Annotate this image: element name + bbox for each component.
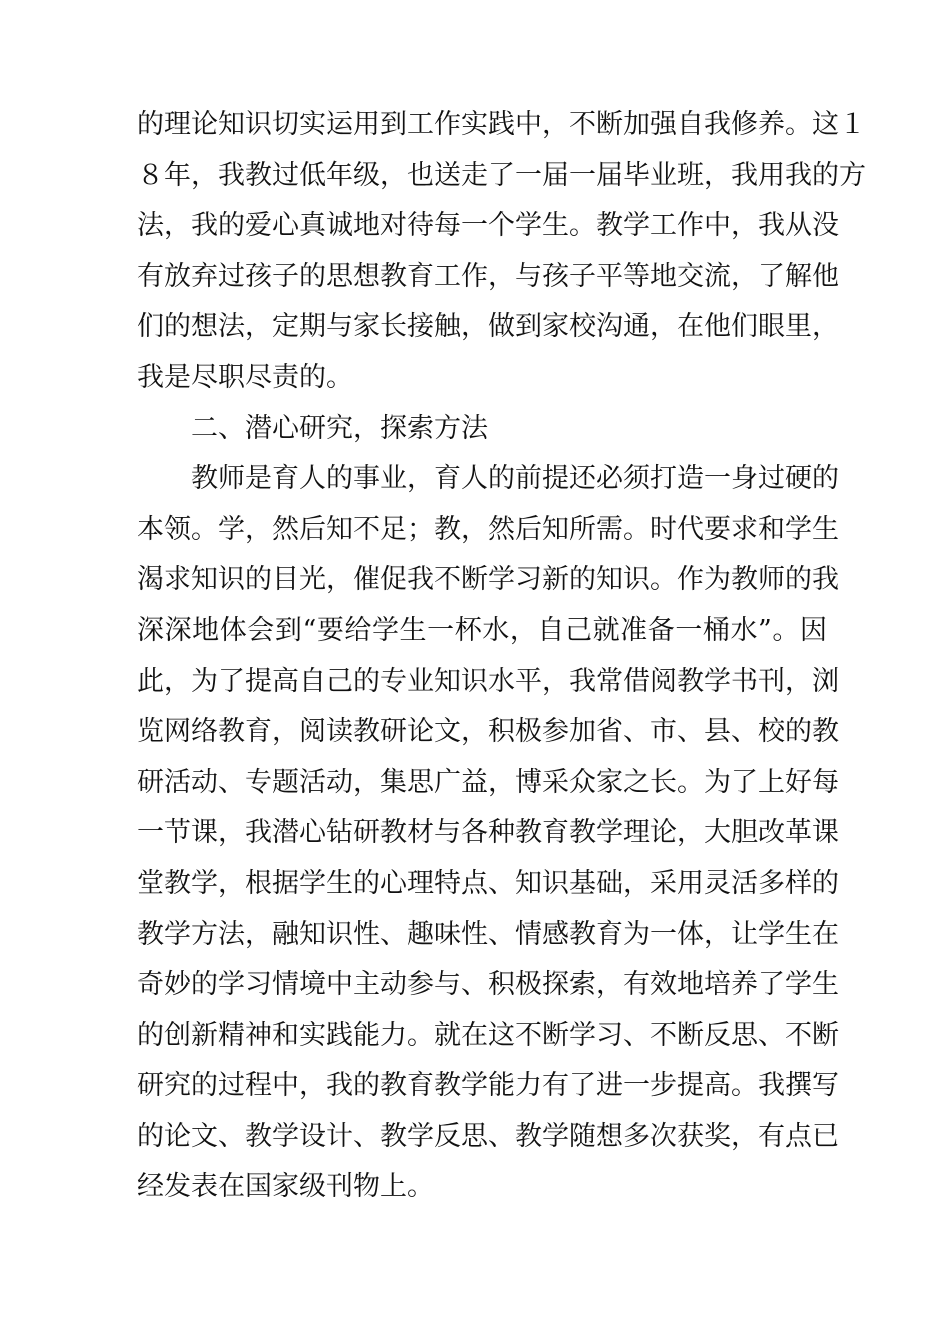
paragraph-3-line-13: 研究的过程中，我的教育教学能力有了进一步提高。我撰写 — [137, 1070, 839, 1102]
paragraph-3-line-2: 本领。学，然后知不足；教，然后知所需。时代要求和学生 — [137, 513, 839, 545]
paragraph-3-line-15: 经发表在国家级刊物上。 — [137, 1171, 434, 1203]
paragraph-3-line-4: 深深地体会到“要给学生一杯水，自己就准备一桶水”。因 — [137, 614, 827, 646]
paragraph-3-line-7: 研活动、专题活动，集思广益，博采众家之长。为了上好每 — [137, 766, 839, 798]
paragraph-3-line-5: 此，为了提高自己的专业知识水平，我常借阅教学书刊，浏 — [137, 665, 839, 697]
paragraph-3-line-9: 堂教学，根据学生的心理特点、知识基础，采用灵活多样的 — [137, 867, 839, 899]
paragraph-1-line-1: 的理论知识切实运用到工作实践中，不断加强自我修养。这１ — [137, 109, 866, 140]
paragraph-1-line-2: ８年，我教过低年级，也送走了一届一届毕业班，我用我的方 — [137, 159, 866, 191]
paragraph-3-line-3: 渴求知识的目光，催促我不断学习新的知识。作为教师的我 — [137, 564, 839, 596]
paragraph-3-line-1: 教师是育人的事业，育人的前提还必须打造一身过硬的 — [191, 463, 839, 495]
paragraph-3-line-12: 的创新精神和实践能力。就在这不断学习、不断反思、不断 — [137, 1019, 839, 1051]
paragraph-1-line-4: 有放弃过孩子的思想教育工作，与孩子平等地交流，了解他 — [137, 260, 839, 292]
paragraph-3-line-14: 的论文、教学设计、教学反思、教学随想多次获奖，有点已 — [137, 1120, 839, 1152]
paragraph-3-line-11: 奇妙的学习情境中主动参与、积极探索，有效地培养了学生 — [137, 969, 839, 1001]
paragraph-1-line-5: 们的想法，定期与家长接触，做到家校沟通，在他们眼里， — [137, 311, 839, 343]
paragraph-3-line-10: 教学方法，融知识性、趣味性、情感教育为一体，让学生在 — [137, 918, 839, 950]
paragraph-3-line-8: 一节课，我潜心钻研教材与各种教育教学理论，大胆改革课 — [137, 817, 839, 849]
paragraph-3-line-6: 览网络教育，阅读教研论文，积极参加省、市、县、校的教 — [137, 716, 839, 748]
paragraph-1-line-3: 法，我的爱心真诚地对待每一个学生。教学工作中，我从没 — [137, 210, 839, 242]
document-body — [137, 100, 866, 1213]
section-heading: 二、潜心研究，探索方法 — [191, 412, 488, 444]
paragraph-1-line-6: 我是尽职尽责的。 — [137, 361, 353, 393]
